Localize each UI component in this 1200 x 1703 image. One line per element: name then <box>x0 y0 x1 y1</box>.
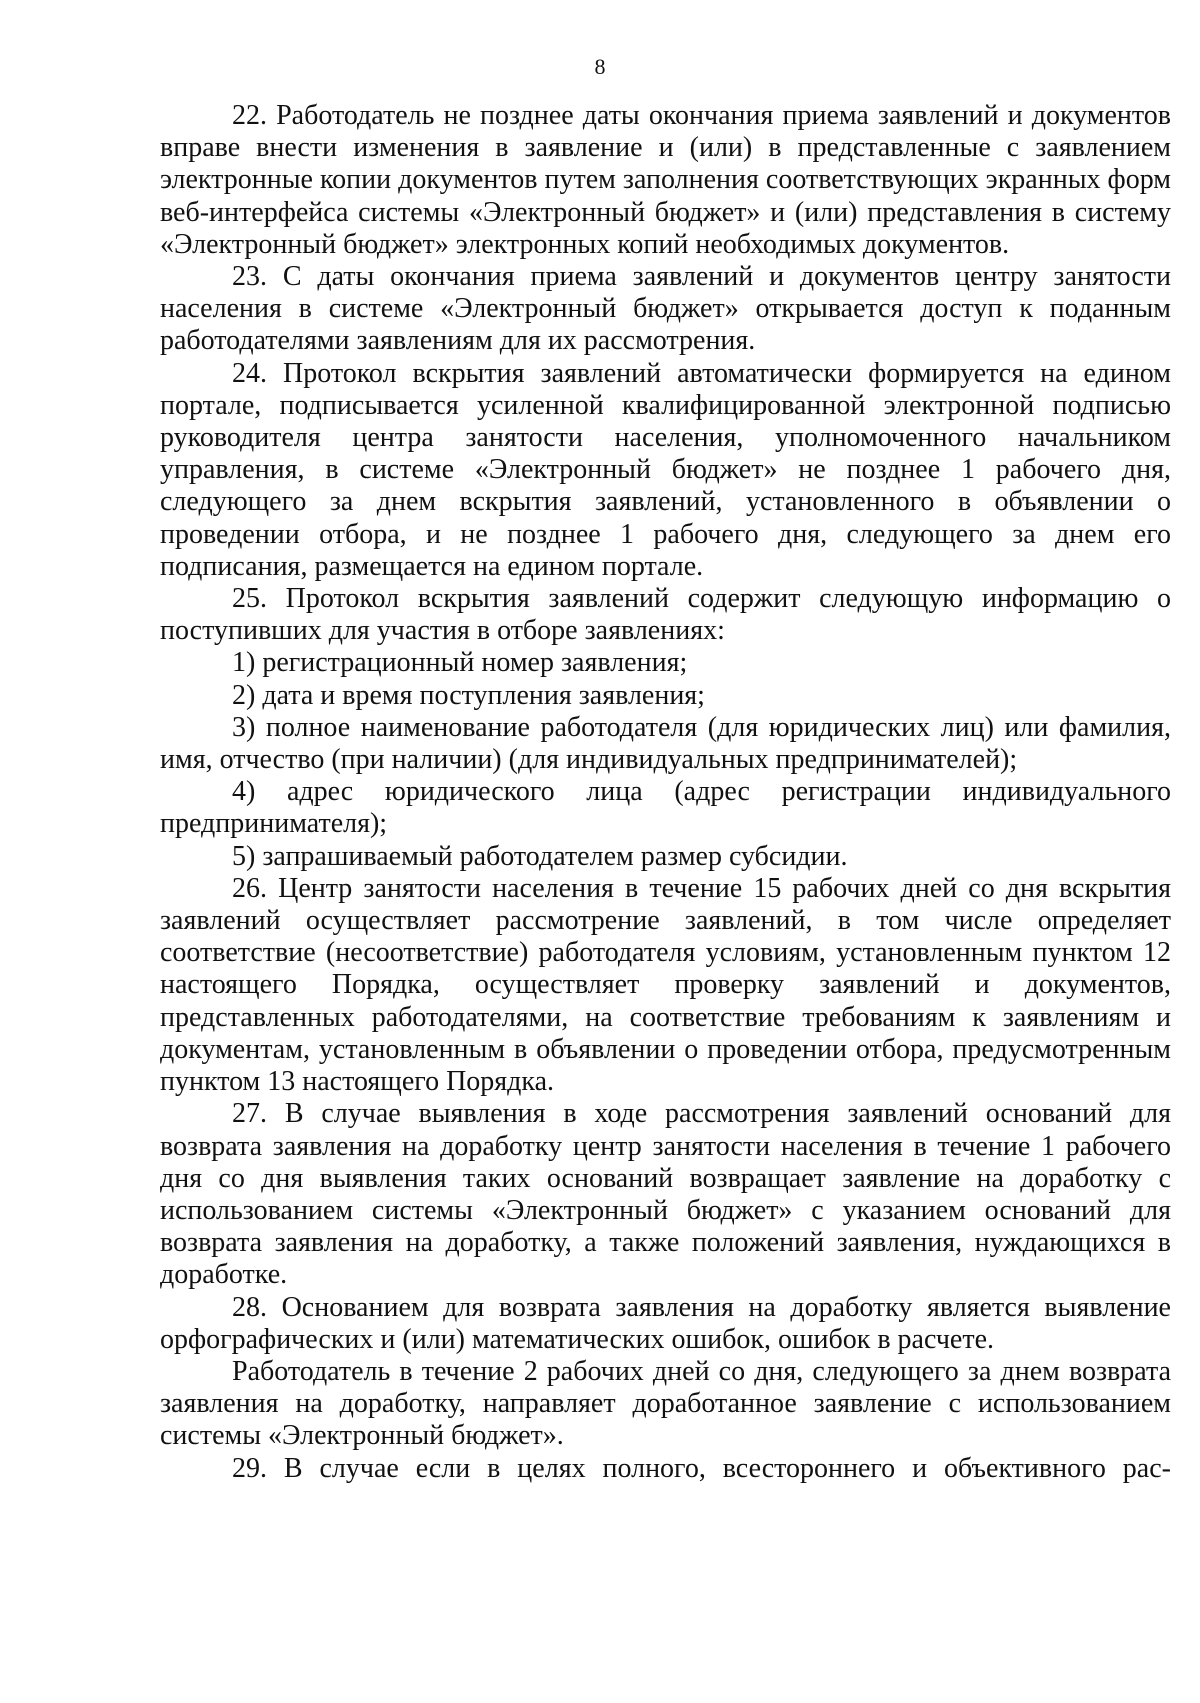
paragraph-25: 25. Протокол вскрытия заявлений содержит следующую информацию о поступивших для участия в отборе заявлениях: <box>160 583 1171 647</box>
paragraph-23: 23. С даты окончания приема заявлений и документов центру занятости населения в системе «Электронный бюджет» открывается доступ к поданным работодателями заявлениям для их рассмотрения. <box>160 261 1171 357</box>
paragraph-24: 24. Протокол вскрытия заявлений автоматически формируется на едином портале, подписывается усиленной квалифицированной электронной подписью руководителя центра занятости населения, уполномоченного начальником управления, в системе «Электронный бюджет» не позднее 1 рабочего дня, следующего за днем вскрытия заявлений, установленного в объявлении о проведении отбора, и не позднее 1 рабочего дня, следующего за днем его подписания, размещается на едином портале. <box>160 357 1171 582</box>
list-item-1: 1) регистрационный номер заявления; <box>232 647 688 679</box>
list-item-4: 4) адрес юридического лица (адрес регистрации индивидуального предпринимателя); <box>160 776 1171 840</box>
list-item-5: 5) запрашиваемый работодателем размер субсидии. <box>232 840 848 872</box>
list-item-3: 3) полное наименование работодателя (для юридических лиц) или фамилия, имя, отчество (при наличии) (для индивидуальных предпринимателей); <box>160 711 1171 776</box>
paragraph-28: 28. Основанием для возврата заявления на доработку является выявление орфографических и (или) математических ошибок, ошибок в расчете. <box>160 1291 1171 1355</box>
paragraph-27: 27. В случае выявления в ходе рассмотрения заявлений оснований для возврата заявления на доработку центр занятости населения в течение 1 рабочего дня со дня выявления таких оснований возвращает заявление на доработку с использованием системы «Электронный бюджет» с указанием оснований для возврата заявления на доработку, а также положений заявления, нуждающихся в доработке. <box>160 1098 1171 1291</box>
paragraph-22: 22. Работодатель не позднее даты окончания приема заявлений и документов вправе внести изменения в заявление и (или) в представленные с заявлением электронные копии документов путем заполнения соответствующих экранных форм веб-интерфейса системы «Электронный бюджет» и (или) представления в систему «Электронный бюджет» электронных копий необходимых документов. <box>160 100 1171 260</box>
paragraph-29: 29. В случае если в целях полного, всестороннего и объективного рас- <box>232 1452 1171 1484</box>
document-body <box>160 100 1171 1485</box>
list-item-2: 2) дата и время поступления заявления; <box>232 679 705 711</box>
page-number: 8 <box>594 54 606 79</box>
paragraph-28-continuation: Работодатель в течение 2 рабочих дней со дня, следующего за днем возврата заявления на доработку, направляет доработанное заявление с использованием системы «Электронный бюджет». <box>160 1355 1171 1452</box>
paragraph-26: 26. Центр занятости населения в течение 15 рабочих дней со дня вскрытия заявлений осуществляет рассмотрение заявлений, в том числе определяет соответствие (несоответствие) работодателя условиям, установленным пунктом 12 настоящего Порядка, осуществляет проверку заявлений и документов, представленных работодателями, на соответствие требованиям к заявлениям и документам, установленным в объявлении о проведении отбора, предусмотренным пунктом 13 настоящего Порядка. <box>160 872 1171 1098</box>
